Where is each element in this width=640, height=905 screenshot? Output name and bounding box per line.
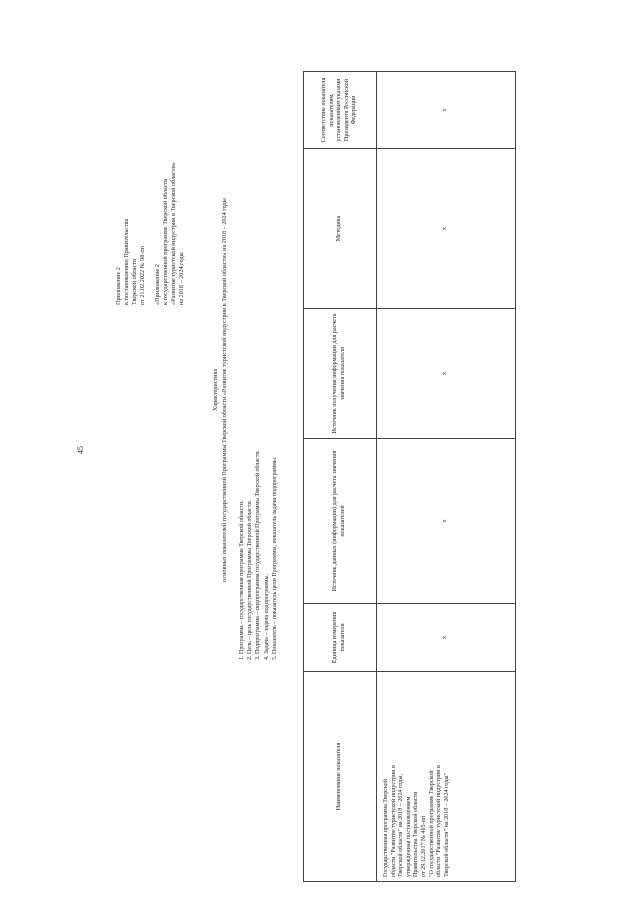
table-header-row — [304, 72, 377, 882]
definition-item: 1. Программа – государственная программа Тверской области. — [239, 500, 245, 660]
cell-info-source: x — [377, 309, 516, 439]
definition-item: 3. Подпрограмма – подпрограмма государственной Программы Тверской области. — [255, 449, 262, 660]
indicators-table — [303, 71, 516, 882]
rotated-content — [20, 10, 620, 890]
document-subtitle: основных показателей государственной Программы Тверской области «Развитие туристской индустрии в Тверской области» на 2018 – 2024 годы — [220, 198, 228, 582]
name-line: Тверской области" на 2018 – 2024 годы, — [398, 774, 405, 877]
name-line: области "Развитие туристской индустрии в — [436, 765, 443, 877]
name-line: Государственная программа Тверской — [383, 779, 389, 877]
appendix-header — [115, 65, 147, 305]
definition-item: 5. Показатель – показатель цели Программы, показатель задачи подпрограммы. — [271, 456, 278, 660]
definition-item: 2. Цель – цель государственной Программы Тверской области. — [247, 499, 254, 660]
cell-presidential-compliance: x — [377, 72, 516, 149]
header-data-source: Источник данных (информации) для расчета значения показателей — [304, 439, 377, 604]
definition-item: 4. Задача – задача подпрограммы. — [263, 573, 270, 660]
appendix-line: на 2018 – 2024 годы — [178, 252, 185, 305]
table-row — [377, 72, 516, 882]
appendix-block — [115, 65, 193, 305]
cell-methodology: x — [377, 149, 516, 309]
appendix-line: «Развитие туристской индустрии в Тверской области» — [170, 162, 177, 305]
name-line: утвержденная постановлением — [405, 796, 412, 877]
cell-data-source: x — [377, 439, 516, 604]
header-info-source: Источник получения информации для расчета значения показателя — [304, 309, 377, 439]
appendix-program — [154, 65, 186, 305]
appendix-line: «Приложение 2 — [154, 264, 161, 305]
appendix-line: от 21.02.2022 № 98-пп — [139, 246, 146, 305]
name-line: Тверской области" на 2018 – 2024 годы" — [443, 773, 450, 877]
name-line: "О государственной программе Тверской — [428, 770, 435, 877]
header-methodology: Методика — [304, 149, 377, 309]
cell-indicator-name — [377, 672, 516, 882]
title-block — [212, 90, 229, 690]
document-title: Характеристика — [212, 368, 219, 412]
page-number: 45 — [76, 446, 85, 454]
name-line: от 29.12.2017 № 465-пп — [420, 815, 427, 877]
header-presidential-compliance: Соответствие показателя показателям, установленным указами Президента Российской Федерации — [304, 72, 377, 149]
name-line: Правительства Тверской области — [413, 791, 420, 877]
name-line: области "Развитие туристской индустрии в — [390, 765, 397, 877]
appendix-line: к государственной программе Тверской области — [162, 178, 169, 305]
definitions-list — [238, 240, 279, 660]
header-unit: Единица измерения показателя — [304, 604, 377, 672]
appendix-line: к постановлению Правительства — [123, 218, 130, 305]
appendix-line: Тверской области — [131, 258, 138, 305]
header-indicator-name: Наименование показателя — [304, 672, 377, 882]
appendix-line: Приложение 2 — [115, 267, 122, 305]
cell-unit: x — [377, 604, 516, 672]
